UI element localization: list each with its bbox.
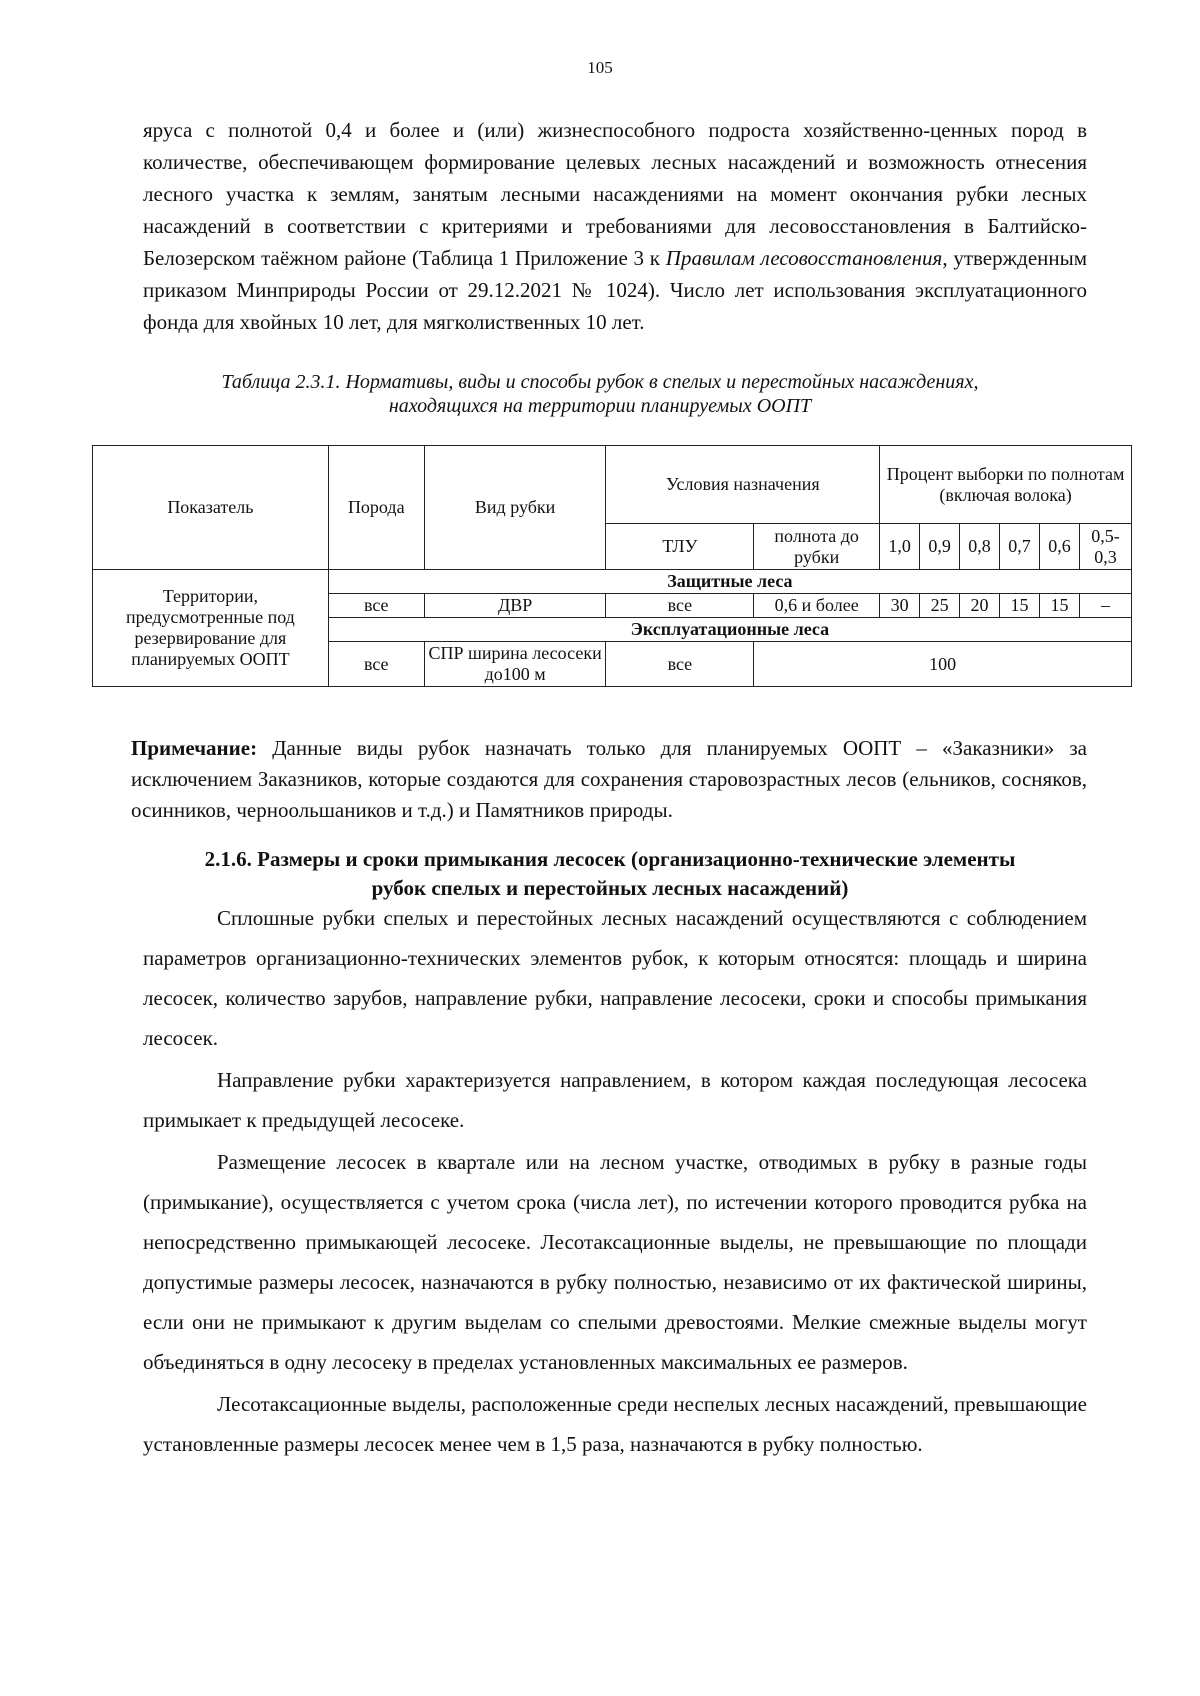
cell-value-0-9: 25 (920, 594, 960, 618)
cell-cut-type: ДВР (424, 594, 606, 618)
table-caption (120, 370, 1080, 418)
body-paragraph: Сплошные рубки спелых и перестойных лесных насаждений осуществляются с соблюдением параметров организационно-технических элементов рубок, к которым относятся: площадь и ширина лесосек, количество зарубов, направление рубки, направление лесосеки, сроки и способы примыкания лесосек. (143, 906, 1087, 1050)
note-label: Примечание: (131, 736, 258, 760)
section-heading-line-2: рубок спелых и перестойных лесных насаждений) (371, 876, 849, 900)
cell-tlu: все (606, 594, 754, 618)
section-title-protective: Защитные леса (328, 570, 1131, 594)
intro-text-start: яруса с полнотой 0,4 и более и (или) жизнеспособного подроста хозяйственно-ценных пород в количестве, обеспечивающем формирование целевых лесных насаждений и возможность отнесения лесного участка к землям, занятым лесными насаждениями на момент окончания рубки лесных насаждений в соответствии с критериями и требованиями для лесовосстановления в Балтийско-Белозерском таёжном районе (Таблица 1 Приложение 3 к (143, 118, 1087, 270)
note-paragraph (131, 733, 1087, 826)
section-row-protective (93, 570, 1132, 594)
cell-cut-type: СПР ширина лесосеки до100 м (424, 642, 606, 687)
note-text: Данные виды рубок назначать только для планируемых ООПТ – «Заказники» за исключением Заказников, которые создаются для сохранения старовозрастных лесов (ельников, сосняков, осинников, черноольшаников и т.д.) и Памятников природы. (131, 736, 1087, 822)
intro-paragraph (143, 114, 1087, 338)
cell-value-0-5-0-3: – (1079, 594, 1131, 618)
table-caption-line-1: Таблица 2.3.1. Нормативы, виды и способы рубок в спелых и перестойных насаждениях, (221, 371, 979, 393)
cell-merged-value: 100 (754, 642, 1132, 687)
intro-text-end: , утвержденным приказом Минприроды России от 29.12.2021 № 1024). Число лет использования эксплуатационного фонда для хвойных 10 лет, для мягколиственных 10 лет. (143, 246, 1088, 334)
cell-value-1-0: 30 (880, 594, 920, 618)
cell-tlu: все (606, 642, 754, 687)
header-density-0-9: 0,9 (920, 524, 960, 570)
intro-rules-reference: Правилам лесовосстановления (665, 246, 943, 270)
page-number: 105 (587, 58, 613, 77)
cell-density: 0,6 и более (754, 594, 880, 618)
table-caption-line-2: находящихся на территории планируемых ООПТ (388, 395, 812, 417)
cell-value-0-6: 15 (1040, 594, 1080, 618)
norms-table (92, 445, 1132, 687)
header-density-0-8: 0,8 (960, 524, 1000, 570)
header-conditions: Условия назначения (606, 446, 880, 524)
header-selection-percent: Процент выборки по полнотам (включая волока) (880, 446, 1132, 524)
header-indicator: Показатель (93, 446, 329, 570)
section-heading (130, 845, 1090, 903)
section-heading-line-1: 2.1.6. Размеры и сроки примыкания лесосек (организационно-технические элементы (204, 847, 1016, 871)
header-cut-type: Вид рубки (424, 446, 606, 570)
body-paragraph: Направление рубки характеризуется направлением, в котором каждая последующая лесосека примыкает к предыдущей лесосеке. (143, 1068, 1087, 1132)
cell-value-0-8: 20 (960, 594, 1000, 618)
body-paragraph: Размещение лесосек в квартале или на лесном участке, отводимых в рубку в разные годы (примыкание), осуществляется с учетом срока (числа лет), по истечении которого проводится рубка на непосредственно примыкающей лесосеке. Лесотаксационные выделы, не превышающие по площади допустимые размеры лесосек, назначаются в рубку полностью, независимо от их фактической ширины, если они не примыкают к другим выделам со спелыми древостоями. Мелкие смежные выделы могут объединяться в одну лесосеку в пределах установленных максимальных ее размеров. (143, 1150, 1087, 1374)
cell-species: все (328, 642, 424, 687)
table-header-row (93, 446, 1132, 524)
body-paragraph: Лесотаксационные выделы, расположенные среди неспелых лесных насаждений, превышающие установленные размеры лесосек менее чем в 1,5 раза, назначаются в рубку полностью. (143, 1392, 1087, 1456)
section-title-exploitation: Эксплуатационные леса (328, 618, 1131, 642)
header-density-0-6: 0,6 (1040, 524, 1080, 570)
cell-value-0-7: 15 (1000, 594, 1040, 618)
header-density-0-7: 0,7 (1000, 524, 1040, 570)
header-tlu: ТЛУ (606, 524, 754, 570)
header-species: Порода (328, 446, 424, 570)
section-body (143, 898, 1087, 1466)
cell-species: все (328, 594, 424, 618)
header-density-before: полнота до рубки (754, 524, 880, 570)
header-density-0-5-0-3: 0,5-0,3 (1079, 524, 1131, 570)
header-density-1-0: 1,0 (880, 524, 920, 570)
row-label-territories: Территории, предусмотренные под резервирование для планируемых ООПТ (93, 570, 329, 687)
